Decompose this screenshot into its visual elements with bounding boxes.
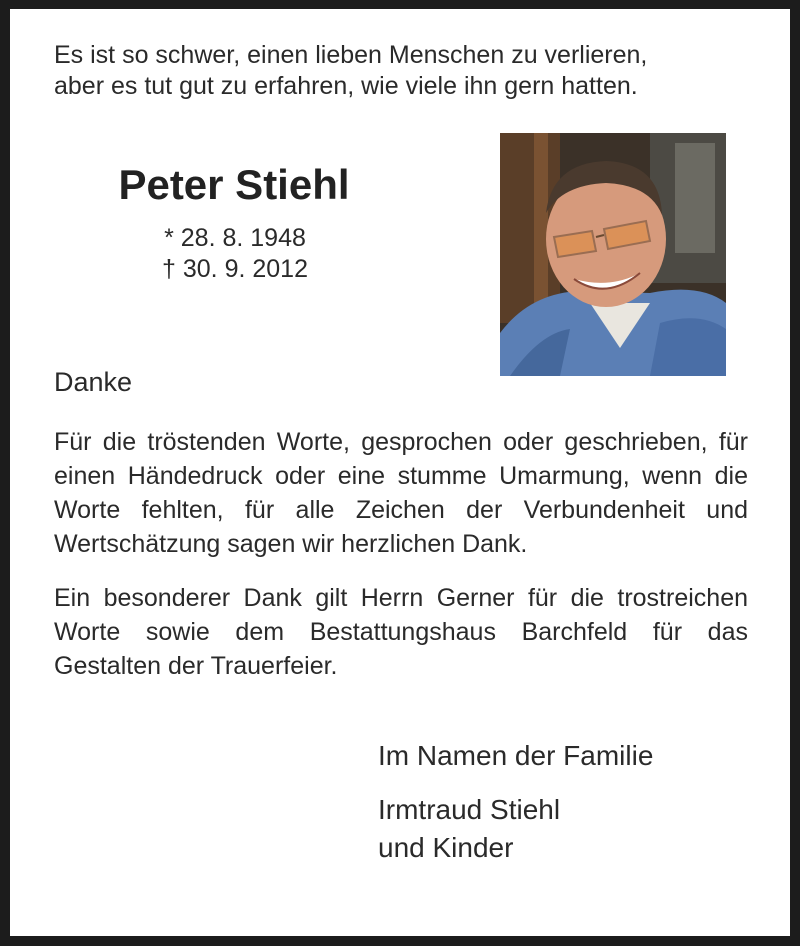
signature-suffix: und Kinder xyxy=(378,832,514,863)
life-dates xyxy=(110,223,360,285)
quote-line-2: aber es tut gut zu erfahren, wie viele ihn gern hatten. xyxy=(54,72,638,100)
signature-block xyxy=(378,791,560,867)
deceased-name: Peter Stiehl xyxy=(118,161,350,208)
thanks-heading: Danke xyxy=(54,367,133,397)
death-date: † 30. 9. 2012 xyxy=(162,255,308,283)
quote-line-1: Es ist so schwer, einen lieben Menschen zu verlieren, xyxy=(54,41,648,69)
portrait-photo xyxy=(500,133,726,376)
thanks-paragraph-2: Ein besonderer Dank gilt Herrn Gerner für die trostreichen Worte sowie dem Bestattungshaus Barchfeld für das Gestalten der Trauerfeier. xyxy=(54,584,748,680)
opening-quote xyxy=(54,40,754,102)
birth-date: * 28. 8. 1948 xyxy=(164,224,306,252)
signature-intro: Im Namen der Familie xyxy=(378,740,654,771)
thanks-paragraph-1: Für die tröstenden Worte, gesprochen oder geschrieben, für einen Händedruck oder eine stumme Umarmung, wenn die Worte fehlten, für alle Zeichen der Verbundenheit und Wertschätzung sagen wir herzlichen Dank. xyxy=(54,428,748,558)
signature-name: Irmtraud Stiehl xyxy=(378,794,561,825)
